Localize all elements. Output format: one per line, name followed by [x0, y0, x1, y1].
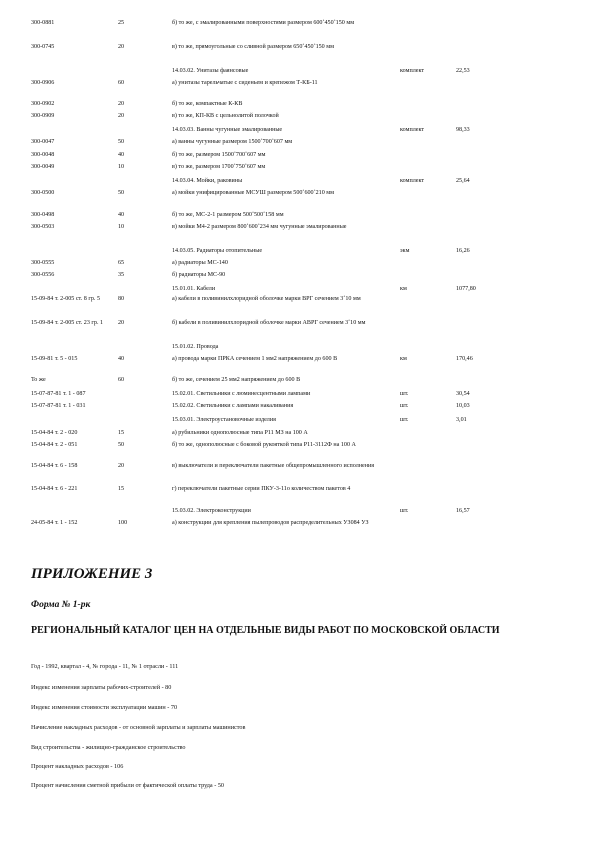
cell-price: 25,64 — [456, 178, 470, 184]
info-line: Процент накладных расходов - 106 — [31, 763, 124, 770]
cell-desc: а) ванны чугунные размером 1500˚700˚607 мм — [172, 139, 293, 145]
cell-qty: 80 — [118, 296, 125, 302]
cell-price: 10,03 — [456, 403, 470, 409]
appendix-title: ПРИЛОЖЕНИЕ 3 — [31, 566, 153, 582]
cell-code: 300-0498 — [31, 212, 55, 218]
cell-unit: шт. — [400, 417, 409, 423]
cell-desc: б) кабели в поливинилхлоридной оболочке марки АВРГ сечением 3˚10 мм — [172, 320, 366, 326]
cell-qty: 35 — [118, 272, 125, 278]
cell-code: 300-0902 — [31, 101, 55, 107]
cell-code: 300-0556 — [31, 272, 55, 278]
cell-price: 3,01 — [456, 417, 467, 423]
cell-unit: км — [400, 356, 407, 362]
cell-code: 15-04-84 т. 2 - 051 — [31, 442, 78, 448]
cell-code: 300-0047 — [31, 139, 55, 145]
cell-unit: комплект — [400, 178, 424, 184]
cell-qty: 20 — [118, 44, 125, 50]
cell-desc: 14.03.02. Унитазы фаянсовые — [172, 68, 249, 74]
cell-code: 300-0049 — [31, 164, 55, 170]
cell-code: 15-09-81 т. 5 - 015 — [31, 356, 78, 362]
cell-desc: 14.03.03. Ванны чугунные эмалированные — [172, 127, 283, 133]
cell-desc: б) то же, компактные К-КВ — [172, 101, 243, 107]
cell-price: 1077,80 — [456, 286, 476, 292]
cell-qty: 15 — [118, 430, 125, 436]
cell-desc: б) радиаторы МС-90 — [172, 272, 226, 278]
cell-qty: 65 — [118, 260, 125, 266]
cell-code: 15-04-84 т. 6 - 221 — [31, 486, 78, 492]
cell-unit: комплект — [400, 127, 424, 133]
cell-qty: 60 — [118, 377, 125, 383]
cell-qty: 20 — [118, 113, 125, 119]
cell-code: 24-05-84 т. 1 - 152 — [31, 520, 78, 526]
cell-qty: 50 — [118, 139, 125, 145]
cell-code: 300-0048 — [31, 152, 55, 158]
cell-qty: 10 — [118, 224, 125, 230]
cell-qty: 20 — [118, 101, 125, 107]
info-line: Вид строительства - жилищно-гражданское строительство — [31, 744, 186, 751]
cell-code: 15-04-84 т. 6 - 158 — [31, 463, 78, 469]
cell-code: 15-04-84 т. 2 - 020 — [31, 430, 78, 436]
cell-code: 15-07-87-81 т. 1 - 031 — [31, 403, 86, 409]
cell-desc: а) рубильники однополюсные типа Р11 МЗ на 100 А — [172, 430, 308, 436]
cell-desc: г) переключатели пакетные серии ПКУ-3-11о количеством пакетов 4 — [172, 486, 351, 492]
cell-desc: в) то же, прямоугольные со сливной размером 650˚450˚150 мм — [172, 44, 334, 50]
cell-code: 300-0500 — [31, 190, 55, 196]
cell-desc: в) то же, размером 1700˚750˚607 мм — [172, 164, 266, 170]
cell-qty: 25 — [118, 20, 125, 26]
cell-desc: а) кабели в поливинилхлоридной оболочке марки ВРГ сечением 3˚10 мм — [172, 296, 361, 302]
cell-code: 300-0555 — [31, 260, 55, 266]
cell-desc: в) мойки М4-2 размером 800˚600˚234 мм чугунные эмалированные — [172, 224, 347, 230]
cell-qty: 50 — [118, 190, 125, 196]
cell-desc: 14.03.05. Радиаторы отопительные — [172, 248, 263, 254]
info-line: Индекс изменения зарплаты рабочих-строителей - 80 — [31, 684, 172, 691]
cell-qty: 15 — [118, 486, 125, 492]
cell-desc: а) конструкции для крепления пылепроводов распределительных УЗ084 УЗ — [172, 520, 369, 526]
info-line: Начисление накладных расходов - от основной зарплаты и зарплаты машинистов — [31, 724, 246, 731]
info-line: Индекс изменения стоимости эксплуатации машин - 70 — [31, 704, 178, 711]
cell-desc: б) то же, размером 1500˚700˚607 мм — [172, 152, 266, 158]
cell-unit: шт. — [400, 508, 409, 514]
cell-qty: 10 — [118, 164, 125, 170]
cell-unit: шт. — [400, 391, 409, 397]
cell-price: 98,33 — [456, 127, 470, 133]
info-line: Год - 1992, квартал - 4, № города - 11, № 1 отрасли - 111 — [31, 663, 179, 670]
cell-unit: шт. — [400, 403, 409, 409]
cell-price: 170,46 — [456, 356, 473, 362]
cell-price: 22,53 — [456, 68, 470, 74]
cell-unit: комплект — [400, 68, 424, 74]
cell-desc: б) то же, однополюсные с боковой рукояткой типа Р11-3112Ф на 100 А — [172, 442, 356, 448]
cell-desc: б) то же, МС-2-1 размером 500˚500˚158 мм — [172, 212, 284, 218]
info-line: Процент начисления сметной прибыли от фактической оплаты труда - 50 — [31, 782, 225, 789]
cell-code: 15-07-87-81 т. 1 - 087 — [31, 391, 86, 397]
cell-price: 30,54 — [456, 391, 470, 397]
cell-desc: 15.02.02. Светильники с лампами накаливания — [172, 403, 294, 409]
cell-desc: а) радиаторы МС-140 — [172, 260, 228, 266]
cell-price: 16,26 — [456, 248, 470, 254]
form-title: Форма № 1-рк — [31, 600, 91, 610]
cell-qty: 40 — [118, 356, 125, 362]
cell-qty: 40 — [118, 212, 125, 218]
cell-code: 300-0745 — [31, 44, 55, 50]
cell-desc: 15.01.01. Кабели — [172, 286, 216, 292]
cell-desc: в) то же, КП-КВ с цельнолитой полочкой — [172, 113, 279, 119]
cell-code: 300-0503 — [31, 224, 55, 230]
cell-desc: в) выключатели и переключатели пакетные общепромышленного исполнения — [172, 463, 375, 469]
cell-code: 15-09-84 т. 2-005 ст. 23 гр. 1 — [31, 320, 104, 326]
cell-code: 300-0909 — [31, 113, 55, 119]
catalog-heading: РЕГИОНАЛЬНЫЙ КАТАЛОГ ЦЕН НА ОТДЕЛЬНЫЕ ВИДЫ РАБОТ ПО МОСКОВСКОЙ ОБЛАСТИ — [31, 625, 500, 636]
cell-unit: км — [400, 286, 407, 292]
cell-desc: 15.01.02. Провода — [172, 344, 219, 350]
cell-desc: а) унитазы тарельчатые с сиденьем и крепежом Т-КБ-11 — [172, 80, 318, 86]
cell-qty: 40 — [118, 152, 125, 158]
cell-desc: б) то же, сечением 25 мм2 напряжением до 600 В — [172, 377, 301, 383]
cell-qty: 50 — [118, 442, 125, 448]
cell-code: То же — [31, 377, 46, 383]
cell-qty: 60 — [118, 80, 125, 86]
cell-desc: б) то же, с эмалированными поверхностями размером 600˚450˚150 мм — [172, 20, 355, 26]
cell-desc: 14.03.04. Мойки, раковины — [172, 178, 243, 184]
cell-price: 16,57 — [456, 508, 470, 514]
cell-qty: 100 — [118, 520, 128, 526]
cell-desc: а) мойки унифицированные МСУШ размером 500˚600˚210 мм — [172, 190, 335, 196]
cell-desc: 15.03.02. Электроконструкции — [172, 508, 251, 514]
cell-desc: 15.03.01. Электроустановочные изделия — [172, 417, 276, 423]
cell-desc: 15.02.01. Светильники с люминесцентными лампами — [172, 391, 311, 397]
cell-code: 300-0906 — [31, 80, 55, 86]
cell-desc: а) провода марки ПРКА сечением 1 мм2 напряжением до 600 В — [172, 356, 338, 362]
cell-qty: 20 — [118, 320, 125, 326]
cell-code: 15-09-84 т. 2-005 ст. 8 гр. 5 — [31, 296, 101, 302]
cell-qty: 20 — [118, 463, 125, 469]
cell-unit: экм — [400, 248, 410, 254]
cell-code: 300-0881 — [31, 20, 55, 26]
